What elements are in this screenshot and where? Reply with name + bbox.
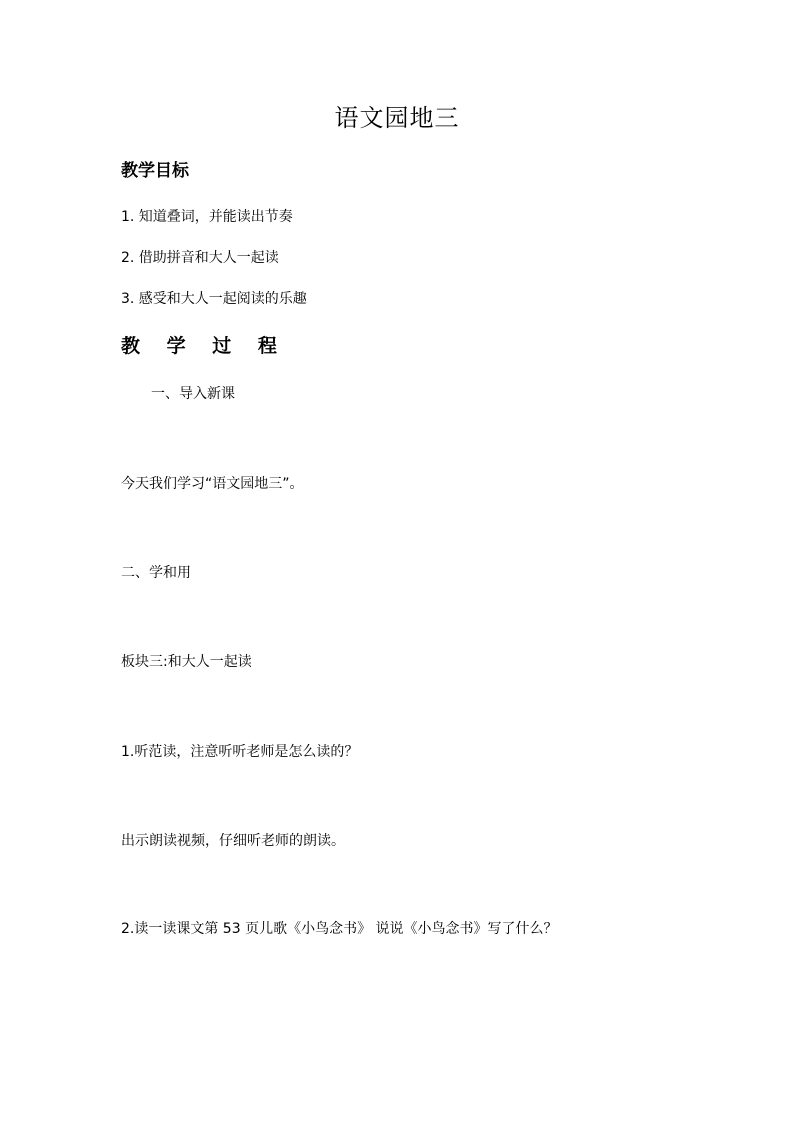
- goal-item: 3. 感受和大人一起阅读的乐趣: [121, 291, 307, 307]
- document-title: 语文园地三: [334, 104, 460, 132]
- goal-item: 1. 知道叠词，并能读出节奏: [121, 209, 293, 225]
- goal-item: 2. 借助拼音和大人一起读: [121, 250, 279, 266]
- step-1-text: 出示朗读视频，仔细听老师的朗读。: [121, 833, 345, 849]
- section-heading-learn: 二、学和用: [121, 565, 191, 581]
- block-heading: 板块三:和大人一起读: [121, 654, 252, 670]
- paragraph-intro: 今天我们学习“语文园地三”。: [121, 476, 304, 492]
- section-heading-intro: 一、导入新课: [151, 386, 235, 402]
- process-heading: 教 学 过 程: [121, 335, 287, 357]
- step-1: 1.听范读，注意听听老师是怎么读的？: [121, 744, 359, 760]
- step-2: 2.读一读课文第 53 页儿歌《小鸟念书》 说说《小鸟念书》写了什么？: [121, 921, 558, 937]
- goals-heading: 教学目标: [121, 161, 189, 181]
